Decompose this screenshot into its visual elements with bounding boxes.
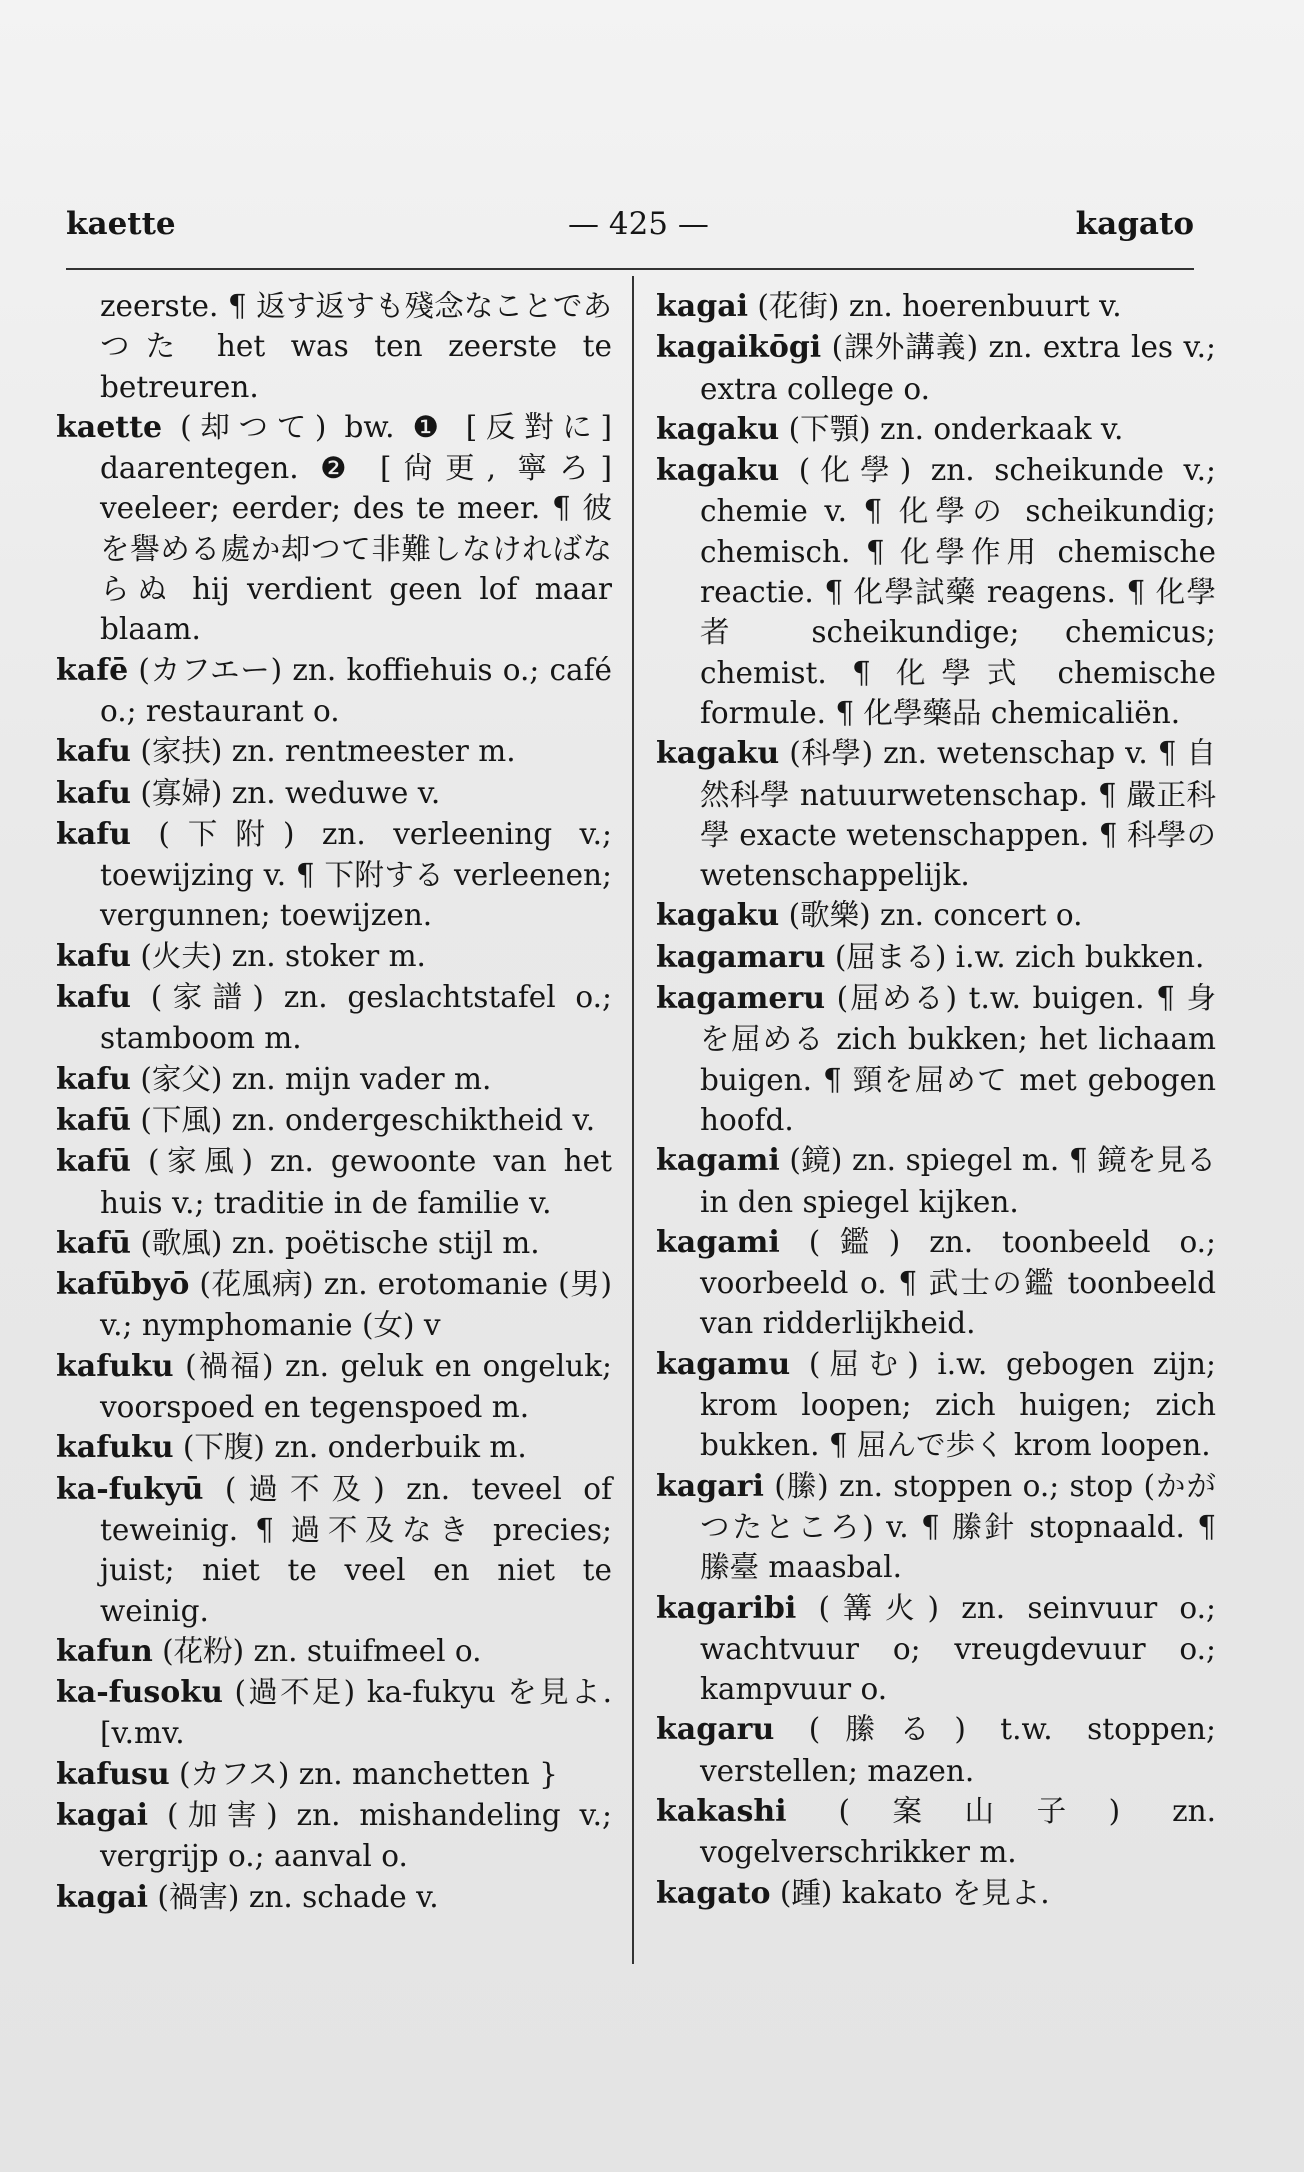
entry-definition: (寡婦) zn. weduwe v. bbox=[130, 775, 441, 810]
entry-headword: kafē bbox=[56, 652, 129, 688]
entry-definition: (歌樂) zn. concert o. bbox=[779, 898, 1083, 933]
dictionary-entry bbox=[56, 731, 612, 772]
entry-definition: (過不及) zn. teveel of teweinig. ¶ 過不及なき precies; juist; niet te veel en niet te weinig. bbox=[100, 1471, 612, 1628]
entry-definition: (案山子) zn. vogelverschrikker m. bbox=[700, 1793, 1216, 1870]
entry-definition: (家扶) zn. rentmeester m. bbox=[130, 734, 516, 769]
dictionary-entry bbox=[656, 450, 1216, 733]
entry-definition: (カフエー) zn. koffiehuis o.; café o.; restaurant o. bbox=[100, 652, 612, 728]
dictionary-entry bbox=[656, 895, 1216, 936]
entry-headword: kagaku bbox=[656, 411, 780, 447]
entry-definition: (カフス) zn. manchetten } bbox=[169, 1756, 558, 1791]
entry-definition: (化學) zn. scheikunde v.; chemie v. ¶ 化學の scheikundig; chemisch. ¶ 化學作用 chemische reactie. ¶ 化學試藥 reagens. ¶ 化學者 scheikundige; chemicus; chemist. ¶ 化學式 chemische formule. ¶ 化學藥品 chemicaliën. bbox=[700, 453, 1216, 730]
entry-headword: kafuku bbox=[56, 1348, 174, 1384]
entry-headword: kagamu bbox=[656, 1346, 791, 1382]
dictionary-entry bbox=[656, 1222, 1216, 1344]
entry-definition: (却つて) bw. ❶ [反對に] daarentegen. ❷ [尙更, 寧ろ] veeleer; eerder; des te meer. ¶ 彼を譽める處か却つて非難しなければならぬ hij verdient geen lof maar blaam. bbox=[100, 409, 612, 647]
entry-headword: kagaikōgi bbox=[656, 330, 822, 366]
entry-definition: (鑑) zn. toonbeeld o.; voorbeeld o. ¶ 武士の鑑 toonbeeld van ridderlijkheid. bbox=[700, 1224, 1216, 1341]
dictionary-entry bbox=[656, 409, 1216, 450]
dictionary-entry bbox=[656, 286, 1216, 327]
dictionary-entry bbox=[656, 1344, 1216, 1466]
entry-headword: ka-fukyū bbox=[56, 1471, 204, 1507]
dictionary-entry bbox=[656, 1466, 1216, 1588]
entry-definition: (禍害) zn. schade v. bbox=[148, 1879, 439, 1914]
entry-headword: kaette bbox=[56, 409, 163, 445]
running-head-left: kaette bbox=[66, 206, 176, 242]
dictionary-entry bbox=[56, 1223, 612, 1264]
entry-definition: (屈まる) i.w. zich bukken. bbox=[825, 939, 1205, 974]
dictionary-entry bbox=[56, 407, 612, 650]
entry-headword: kafusu bbox=[56, 1756, 170, 1792]
column-divider bbox=[632, 276, 634, 1964]
entry-headword: kafu bbox=[56, 938, 131, 974]
dictionary-entry bbox=[56, 286, 612, 407]
entry-headword: kagameru bbox=[656, 981, 826, 1017]
dictionary-entry bbox=[656, 978, 1216, 1140]
dictionary-entry bbox=[56, 1059, 612, 1100]
entry-headword: kagai bbox=[56, 1879, 149, 1915]
entry-headword: kagari bbox=[656, 1468, 764, 1504]
entry-headword: kafu bbox=[56, 1061, 131, 1097]
entry-headword: kafuku bbox=[56, 1430, 174, 1466]
dictionary-entry bbox=[56, 1672, 612, 1754]
entry-definition: (禍福) zn. geluk en ongeluk; voorspoed en tegenspoed m. bbox=[100, 1348, 612, 1425]
entry-definition: (屈める) t.w. buigen. ¶ 身を屈める zich bukken; het lichaam buigen. ¶ 頸を屈めて met gebogen hoofd. bbox=[700, 981, 1216, 1137]
dictionary-entry bbox=[56, 1795, 612, 1877]
entry-definition: (下附) zn. verleening v.; toewijzing v. ¶ 下附する verleenen; vergunnen; toewijzen. bbox=[100, 816, 612, 933]
entry-definition: (家譜) zn. geslachtstafel o.; stamboom m. bbox=[100, 980, 612, 1056]
dictionary-entry bbox=[56, 1264, 612, 1346]
header-rule bbox=[66, 268, 1194, 270]
entry-headword: kafu bbox=[56, 980, 131, 1016]
dictionary-entry bbox=[56, 773, 612, 814]
dictionary-entry bbox=[56, 1754, 612, 1795]
entry-definition: (下顎) zn. onderkaak v. bbox=[779, 411, 1124, 446]
left-column bbox=[56, 286, 612, 1918]
entry-headword: kafū bbox=[56, 1225, 131, 1261]
dictionary-entry bbox=[656, 733, 1216, 895]
entry-headword: kagaru bbox=[656, 1712, 775, 1748]
dictionary-entry bbox=[56, 1427, 612, 1468]
entry-definition: (下腹) zn. onderbuik m. bbox=[173, 1430, 527, 1465]
dictionary-entry bbox=[656, 1873, 1216, 1914]
entry-definition: (縢る) t.w. stoppen; verstellen; mazen. bbox=[700, 1712, 1216, 1788]
entry-definition: (鏡) zn. spiegel m. ¶ 鏡を見る in den spiegel kijken. bbox=[700, 1143, 1216, 1219]
dictionary-entry bbox=[656, 1588, 1216, 1710]
entry-headword: kagaku bbox=[656, 736, 780, 772]
dictionary-entry bbox=[56, 814, 612, 936]
entry-headword: kafu bbox=[56, 775, 131, 811]
entry-headword: kakashi bbox=[656, 1793, 787, 1829]
dictionary-entry bbox=[56, 1346, 612, 1428]
entry-headword: kagato bbox=[656, 1875, 771, 1911]
entry-definition: (家父) zn. mijn vader m. bbox=[130, 1061, 492, 1096]
entry-definition: (花風病) zn. erotomanie (男) v.; nymphomanie (女) v bbox=[100, 1267, 612, 1343]
entry-definition: (篝火) zn. seinvuur o.; wachtvuur o; vreugdevuur o.; kampvuur o. bbox=[700, 1590, 1216, 1707]
dictionary-entry bbox=[656, 1140, 1216, 1222]
dictionary-entry bbox=[56, 1877, 612, 1918]
entry-headword: kagami bbox=[656, 1143, 780, 1179]
dictionary-entry bbox=[56, 936, 612, 977]
entry-definition: (屈む) i.w. gebogen zijn; krom loopen; zich huigen; zich bukken. ¶ 屈んで歩く krom loopen. bbox=[700, 1346, 1216, 1463]
entry-definition: (縢) zn. stoppen o.; stop (かがつたところ) v. ¶ 縢針 stopnaald. ¶ 縢臺 maasbal. bbox=[700, 1468, 1216, 1585]
entry-definition: (花粉) zn. stuifmeel o. bbox=[152, 1633, 482, 1668]
entry-headword: kafu bbox=[56, 816, 131, 852]
running-head-right: kagato bbox=[1075, 206, 1194, 242]
entry-definition: (下風) zn. ondergeschiktheid v. bbox=[130, 1102, 596, 1137]
entry-definition: (科學) zn. wetenschap v. ¶ 自然科學 natuurwetenschap. ¶ 嚴正科學 exacte wetenschappen. ¶ 科學の wetenschappelijk. bbox=[700, 736, 1216, 893]
entry-headword: kagaku bbox=[656, 898, 780, 934]
entry-definition: (課外講義) zn. extra les v.; extra college o. bbox=[700, 330, 1216, 406]
entry-headword: kafū bbox=[56, 1144, 131, 1180]
entry-definition: (歌風) zn. poëtische stijl m. bbox=[130, 1225, 540, 1260]
entry-headword: kafu bbox=[56, 734, 131, 770]
dictionary-entry bbox=[656, 1709, 1216, 1791]
page-number: — 425 — bbox=[568, 206, 709, 242]
entry-headword: kagai bbox=[656, 289, 749, 324]
right-column bbox=[656, 286, 1216, 1914]
dictionary-entry bbox=[56, 1631, 612, 1672]
entry-definition: (家風) zn. gewoonte van het huis v.; traditie in de familie v. bbox=[100, 1144, 612, 1220]
entry-definition: (踵) kakato を見よ. bbox=[770, 1875, 1050, 1910]
entry-definition: (加害) zn. mishandeling v.; vergrijp o.; aanval o. bbox=[100, 1797, 612, 1874]
entry-headword: ka-fusoku bbox=[56, 1675, 223, 1711]
entry-headword: kagaku bbox=[656, 453, 780, 489]
dictionary-entry bbox=[56, 1469, 612, 1631]
dictionary-entry bbox=[656, 937, 1216, 978]
dictionary-entry bbox=[56, 977, 612, 1059]
entry-definition: (花街) zn. hoerenbuurt v. bbox=[748, 289, 1122, 323]
entry-definition: (過不足) ka-fukyu を見よ. [v.mv. bbox=[100, 1675, 612, 1751]
entry-definition: (火夫) zn. stoker m. bbox=[130, 938, 426, 973]
entry-headword: kafū bbox=[56, 1102, 131, 1138]
entry-headword: kagaribi bbox=[656, 1590, 797, 1626]
entry-definition: zeerste. ¶ 返す返すも殘念なことであつた het was ten zeerste te betreuren. bbox=[100, 289, 612, 404]
entry-headword: kagami bbox=[656, 1224, 780, 1260]
dictionary-entry bbox=[656, 1791, 1216, 1873]
entry-headword: kagamaru bbox=[656, 939, 826, 975]
entry-headword: kagai bbox=[56, 1797, 149, 1833]
dictionary-entry bbox=[56, 1141, 612, 1223]
dictionary-entry bbox=[56, 650, 612, 732]
entry-headword: kafun bbox=[56, 1633, 153, 1669]
dictionary-entry bbox=[656, 327, 1216, 409]
entry-headword: kafūbyō bbox=[56, 1267, 190, 1303]
dictionary-entry bbox=[56, 1100, 612, 1141]
